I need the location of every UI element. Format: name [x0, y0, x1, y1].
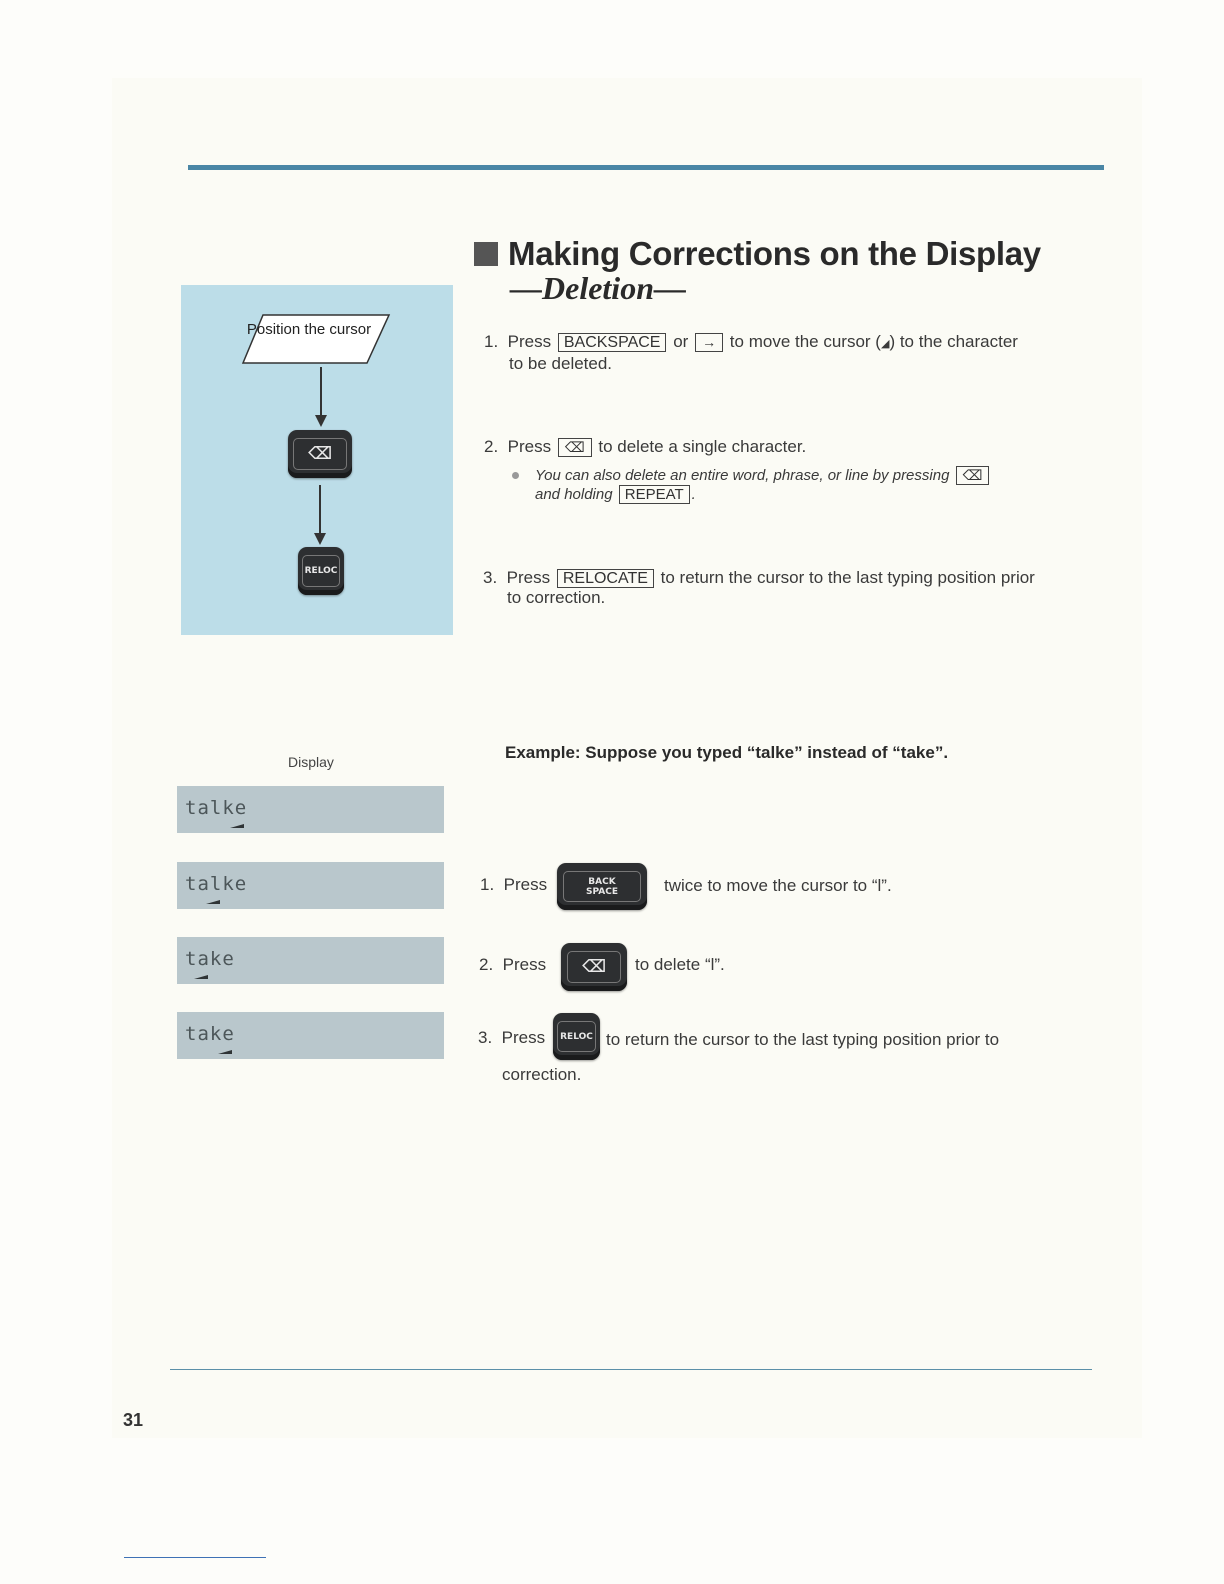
note-text: You can also delete an entire word, phrase, or line by pressing ⌫ and holding REPEAT . [535, 466, 1075, 504]
display-screen-3: take [177, 937, 444, 984]
flow-arrowhead-1 [315, 415, 327, 427]
step-2: 2. Press ⌫ to delete a single character. [484, 437, 807, 456]
flow-arrowhead-2 [314, 533, 326, 545]
cursor-icon [230, 824, 244, 828]
display-label: Display [288, 754, 334, 770]
page-number: 31 [123, 1410, 144, 1430]
section-title: Making Corrections on the Display [508, 235, 1041, 272]
step-1: 1. Press BACKSPACE or → to move the cursor (◢) to the character to be deleted. [484, 332, 1018, 373]
delete-key: ⌫ [558, 438, 592, 457]
delete-key: ⌫ [956, 466, 990, 485]
step-3: 3. Press RELOCATE to return the cursor to the last typing position prior to correction. [483, 568, 1035, 607]
display-screen-1: talke [177, 786, 444, 833]
footer-rule [124, 1557, 266, 1558]
example-step-1-num: 1. Press [480, 875, 548, 894]
example-step-3-num: 3. Press [478, 1028, 546, 1047]
flow-arrow-1 [320, 367, 322, 417]
backspace-key-icon: BACK SPACE [557, 863, 647, 910]
example-step-2-text: to delete “l”. [635, 955, 725, 974]
reloc-key-icon: RELOC [553, 1013, 600, 1060]
cursor-icon [194, 975, 208, 979]
flowchart-panel [181, 285, 453, 635]
cursor-icon [218, 1050, 232, 1054]
top-rule [188, 165, 1104, 170]
right-arrow-key: → [695, 333, 723, 352]
backspace-key: BACKSPACE [558, 333, 667, 352]
flow-arrow-2 [319, 485, 321, 535]
example-step-1-text: twice to move the cursor to “l”. [664, 876, 892, 895]
section-subtitle: —Deletion— [510, 270, 686, 306]
position-cursor-box [241, 313, 377, 363]
example-step-3-text-cont: correction. [502, 1065, 582, 1084]
example-step-3-text: to return the cursor to the last typing position prior to [606, 1030, 1000, 1049]
example-step-2-num: 2. Press [479, 955, 547, 974]
example-title: Example: Suppose you typed “talke” instead of “take”. [505, 743, 949, 762]
display-screen-4: take [177, 1012, 444, 1059]
repeat-key: REPEAT [619, 485, 690, 504]
bottom-rule [170, 1369, 1092, 1370]
reloc-key-icon: RELOC [298, 547, 344, 595]
note-bullet [512, 472, 519, 479]
delete-key-icon: ⌫ [561, 943, 627, 991]
heading-square-icon [474, 242, 498, 266]
cursor-icon [206, 900, 220, 904]
relocate-key: RELOCATE [557, 569, 654, 588]
delete-key-icon: ⌫ [288, 430, 352, 478]
cursor-icon: ◢ [880, 338, 890, 350]
display-screen-2: talke [177, 862, 444, 909]
position-cursor-label: Position the cursor [246, 321, 372, 338]
